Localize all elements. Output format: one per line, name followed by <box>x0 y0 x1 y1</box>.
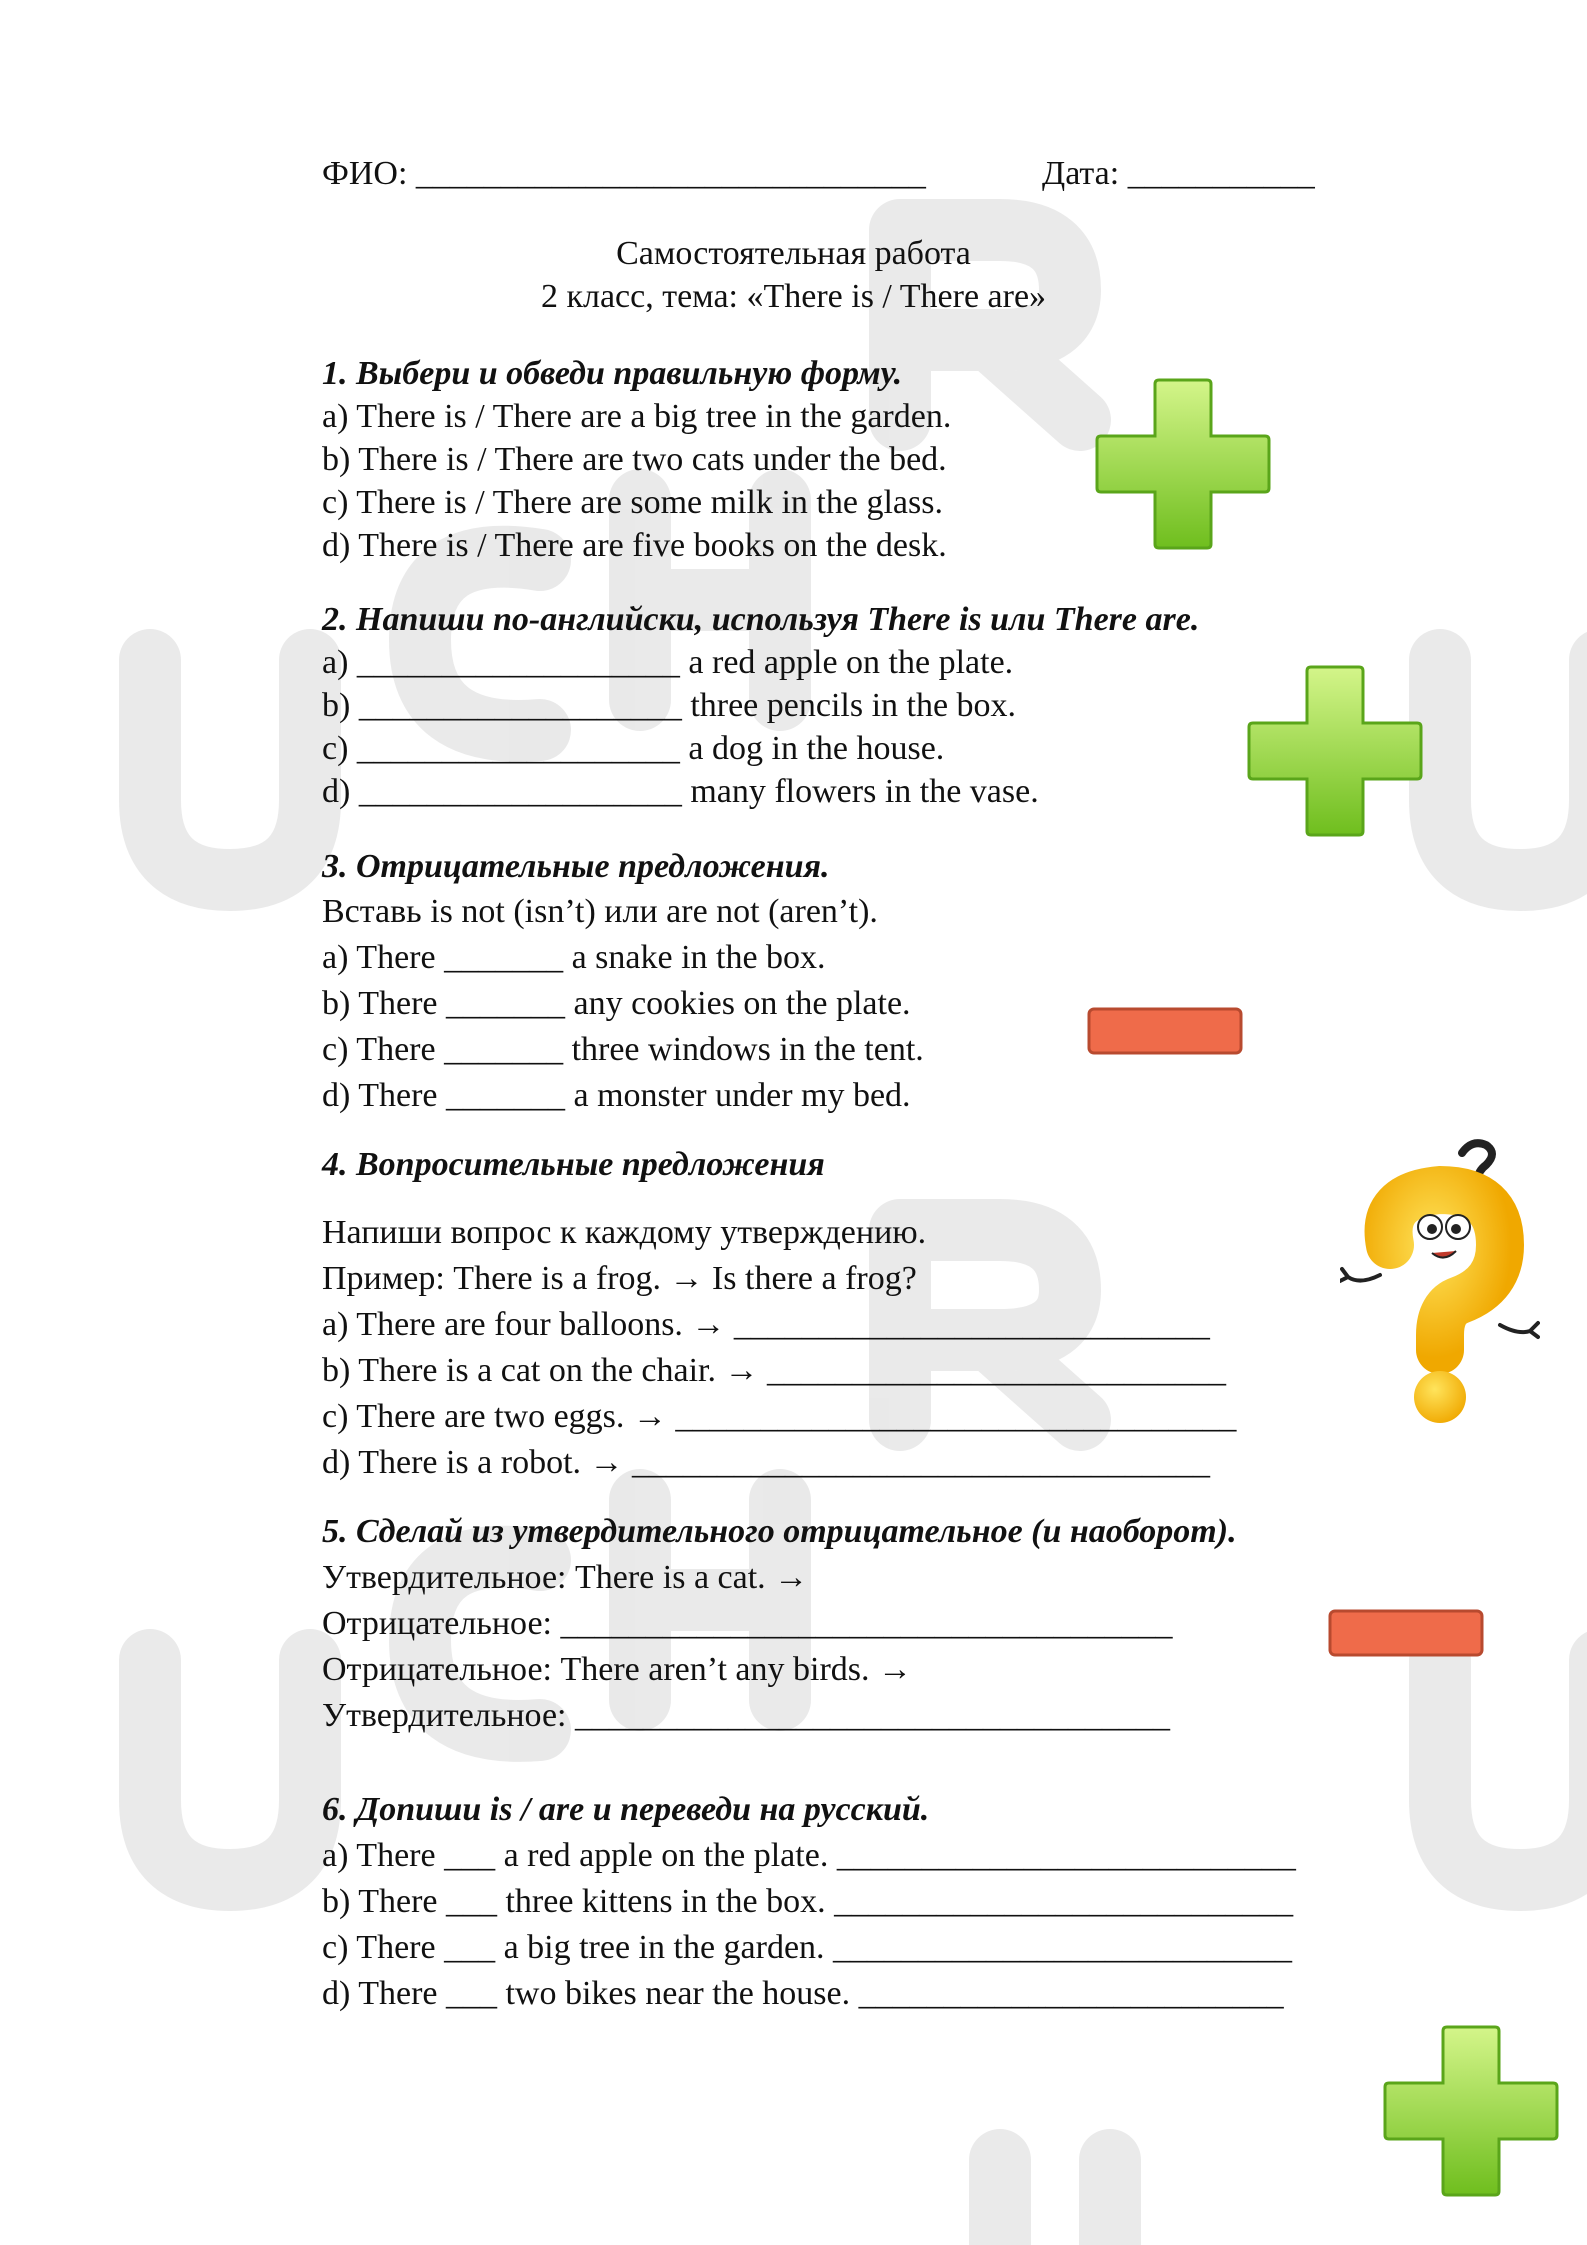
section-6-item: b) There ___ three kittens in the box. ___________________________ <box>322 1883 1294 1920</box>
section-3-item: d) There _______ a monster under my bed. <box>322 1077 911 1114</box>
section-6-heading: 6. Допиши is / are и переведи на русский. <box>322 1791 930 1828</box>
minus-icon <box>1328 1609 1484 1657</box>
section-6-item: a) There ___ a red apple on the plate. ___________________________ <box>322 1837 1296 1874</box>
section-4-example: Пример: There is a frog. → Is there a frog? <box>322 1260 917 1297</box>
section-2-item: a) ___________________ a red apple on the plate. <box>322 644 1014 681</box>
section-4-item: d) There is a robot. → __________________________________ <box>322 1444 1211 1481</box>
section-1-heading: 1. Выбери и обведи правильную форму. <box>322 355 903 392</box>
plus-icon <box>1247 665 1423 837</box>
section-3-item: c) There _______ three windows in the tent. <box>322 1031 924 1068</box>
section-2-item: b) ___________________ three pencils in the box. <box>322 687 1017 724</box>
date-field-label: Дата: ___________ <box>1042 155 1315 192</box>
section-5-line: Утвердительное: There is a cat. → <box>322 1559 809 1596</box>
plus-icon <box>1383 2025 1559 2197</box>
section-2-item: d) ___________________ many flowers in the vase. <box>322 773 1039 810</box>
page-title: Самостоятельная работа <box>616 235 971 272</box>
section-3-instruction: Вставь is not (isn’t) или are not (aren’t). <box>322 893 878 930</box>
section-5-heading: 5. Сделай из утвердительного отрицательное (и наоборот). <box>322 1513 1237 1550</box>
section-5-line: Отрицательное: ____________________________________ <box>322 1605 1173 1642</box>
plus-icon <box>1095 378 1271 550</box>
question-mark-character-icon <box>1340 1135 1540 1430</box>
section-1-item: a) There is / There are a big tree in the garden. <box>322 398 952 435</box>
section-4-instruction: Напиши вопрос к каждому утверждению. <box>322 1214 927 1251</box>
section-3-heading: 3. Отрицательные предложения. <box>322 848 830 885</box>
name-field-label: ФИО: ______________________________ <box>322 155 926 192</box>
section-1-item: c) There is / There are some milk in the glass. <box>322 484 943 521</box>
section-5-line: Отрицательное: There aren’t any birds. → <box>322 1651 913 1688</box>
section-4-item: a) There are four balloons. → ____________________________ <box>322 1306 1210 1343</box>
section-1-item: d) There is / There are five books on the desk. <box>322 527 947 564</box>
section-6-item: c) There ___ a big tree in the garden. ___________________________ <box>322 1929 1293 1966</box>
section-4-item: b) There is a cat on the chair. → ___________________________ <box>322 1352 1226 1389</box>
section-4-heading: 4. Вопросительные предложения <box>322 1146 825 1183</box>
minus-icon <box>1087 1007 1243 1055</box>
section-1-item: b) There is / There are two cats under the bed. <box>322 441 947 478</box>
section-3-item: a) There _______ a snake in the box. <box>322 939 826 976</box>
section-2-item: c) ___________________ a dog in the house. <box>322 730 945 767</box>
section-4-item: c) There are two eggs. → _________________________________ <box>322 1398 1237 1435</box>
section-6-item: d) There ___ two bikes near the house. _________________________ <box>322 1975 1284 2012</box>
section-3-item: b) There _______ any cookies on the plate. <box>322 985 911 1022</box>
section-5-line: Утвердительное: ___________________________________ <box>322 1697 1170 1734</box>
section-2-heading: 2. Напиши по-английски, используя There is или There are. <box>322 601 1200 638</box>
page-subtitle: 2 класс, тема: «There is / There are» <box>540 278 1047 315</box>
